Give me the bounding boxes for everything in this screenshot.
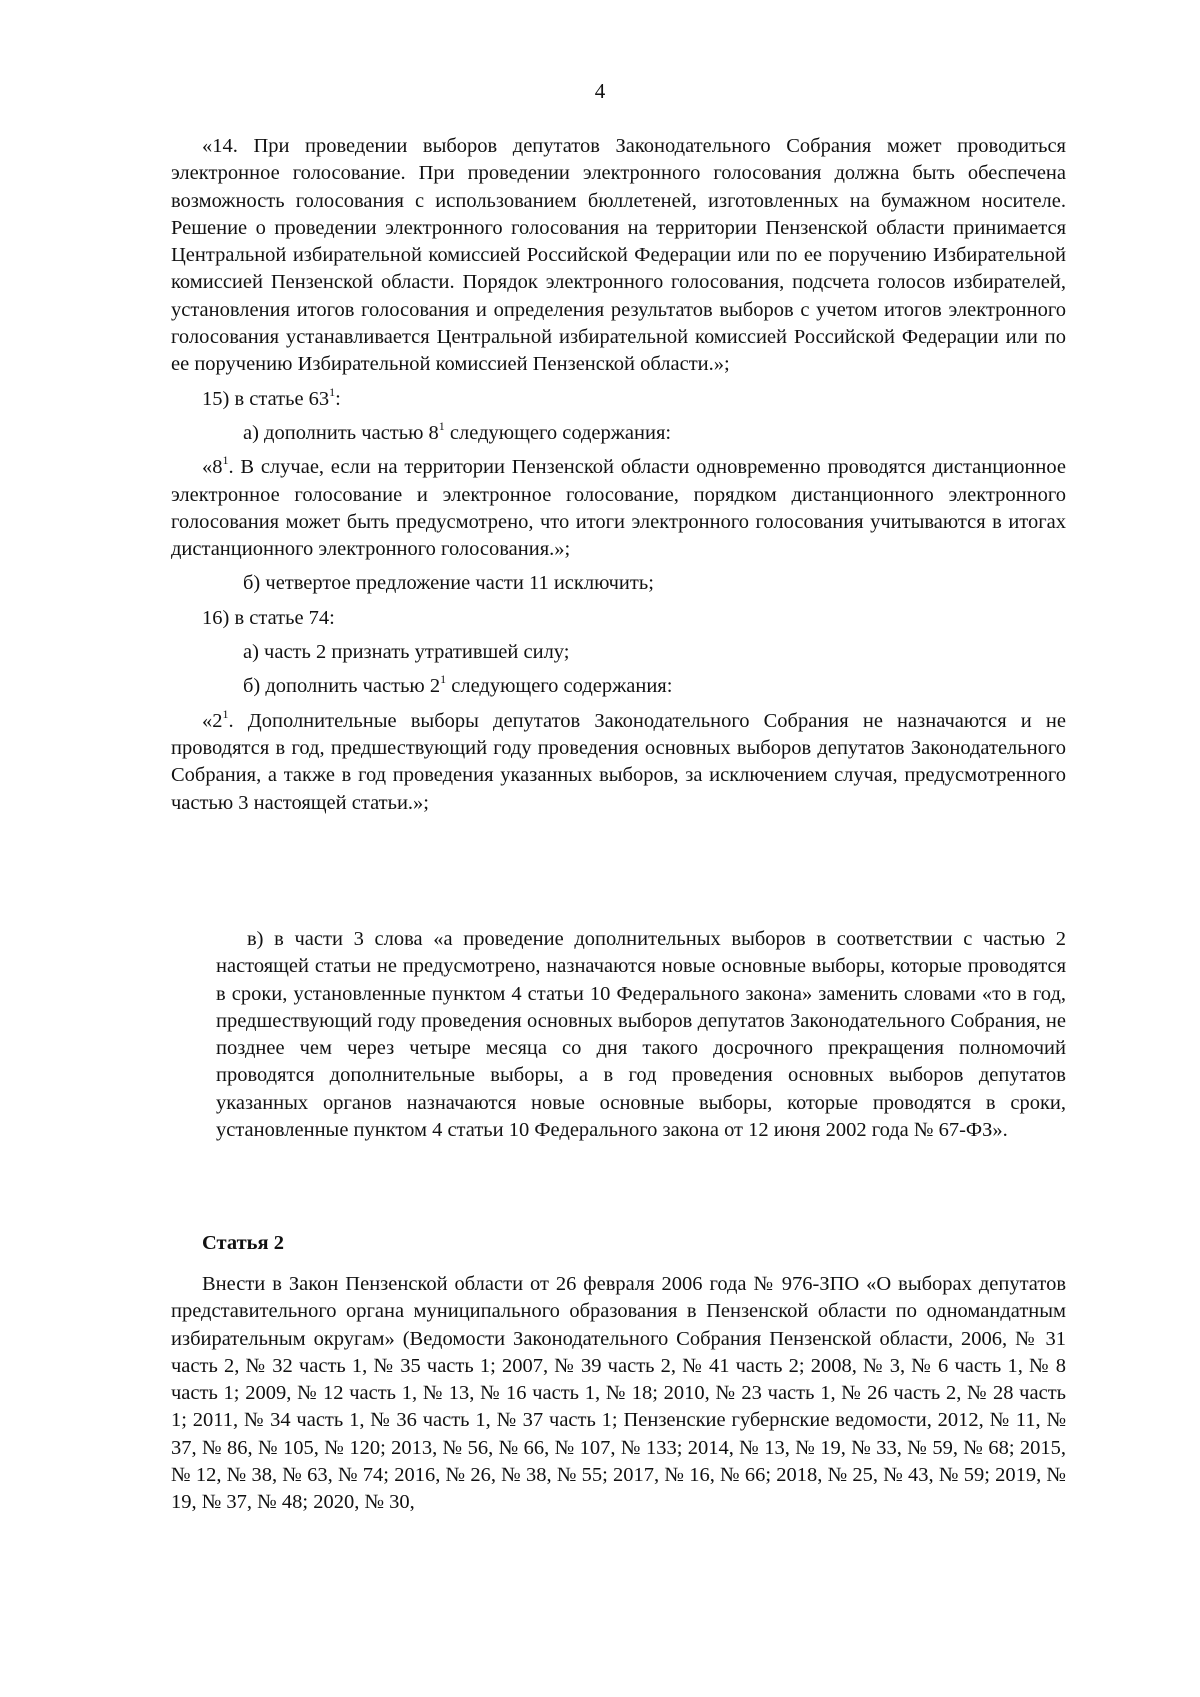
paragraph-subitem-a-text: а) дополнить частью 8 — [243, 421, 439, 444]
paragraph-subitem-v: в) в части 3 слова «а проведение дополнительных выборов в соответствии с частью 2 настоящей статьи не предусмотрено, назначаются новые основные выборы, которые проводятся в сроки, установленные пунктом 4 статьи 10 Федерального закона» заменить словами «то в год, предшествующий году проведения основных выборов депутатов Законодательного Собрания, не позднее чем через четыре месяца со дня такого досрочного прекращения полномочий проводятся дополнительные выборы, а в год проведения основных выборов депутатов указанных органов назначаются новые основные выборы, которые проводятся в сроки, установленные пунктом 4 статьи 10 Федерального закона от 12 июня 2002 года № 67-ФЗ». — [216, 928, 1066, 1142]
paragraph-part-2-1 — [171, 708, 1066, 817]
paragraph-subitem-a — [171, 420, 1066, 447]
paragraph-item-15 — [171, 386, 1066, 413]
paragraph-subitem-b-16 — [171, 673, 1066, 700]
indented-block — [216, 926, 1066, 1144]
paragraph-item-15-tail: : — [335, 387, 341, 410]
paragraph-part-2-1-text: . Дополнительные выборы депутатов Законодательного Собрания не назначаются и не проводятся в год, предшествующий году проведения основных выборов депутатов Законодательного Собрания, а также в год проведения указанных выборов, за исключением случая, предусмотренного частью 3 настоящей статьи.»; — [171, 709, 1066, 814]
paragraph-item-15-text: 15) в статье 63 — [202, 387, 330, 410]
paragraph-part-2-1-lead: «2 — [202, 709, 223, 732]
article-2-block — [171, 1271, 1066, 1517]
superscript: 1 — [329, 384, 336, 399]
superscript: 1 — [222, 706, 229, 721]
paragraph-subitem-b: б) четвертое предложение части 11 исключить; — [243, 572, 654, 595]
paragraph-part-8-1-lead: «8 — [202, 456, 223, 479]
paragraph-subitem-b-16-tail: следующего содержания: — [446, 675, 673, 698]
paragraph-14: «14. При проведении выборов депутатов Законодательного Собрания может проводиться электронное голосование. При проведении электронного голосования должна быть обеспечена возможность голосования с использованием бюллетеней, изготовленных на бумажном носителе. Решение о проведении электронного голосования на территории Пензенской области принимается Центральной избирательной комиссией Российской Федерации или по ее поручению Избирательной комиссией Пензенской области. Порядок электронного голосования, подсчета голосов избирателей, установления итогов голосования и определения результатов выборов с учетом итогов электронного голосования устанавливается Центральной избирательной комиссией Российской Федерации или по ее поручению Избирательной комиссией Пензенской области.»; — [171, 135, 1066, 376]
superscript: 1 — [222, 453, 229, 468]
paragraph-part-8-1-text: . В случае, если на территории Пензенской области одновременно проводятся дистанционное электронное голосование и электронное голосование, порядком дистанционного электронного голосования может быть предусмотрено, что итоги электронного голосования учитываются в итогах дистанционного электронного голосования.»; — [171, 456, 1066, 561]
paragraph-subitem-a-tail: следующего содержания: — [444, 421, 672, 444]
superscript: 1 — [438, 418, 445, 433]
paragraph-part-8-1 — [171, 454, 1066, 563]
amendments-block — [171, 133, 1066, 817]
page-number: 4 — [594, 79, 606, 103]
paragraph-subitem-a-16: а) часть 2 признать утратившей силу; — [243, 641, 570, 664]
article-heading: Статья 2 — [202, 1232, 284, 1254]
paragraph-article-2: Внести в Закон Пензенской области от 26 февраля 2006 года № 976-ЗПО «О выборах депутатов представительного органа муниципального образования в Пензенской области по одномандатным избирательным округам» (Ведомости Законодательного Собрания Пензенской области, 2006, № 31 часть 2, № 32 часть 1, № 35 часть 1; 2007, № 39 часть 2, № 41 часть 2; 2008, № 3, № 6 часть 1, № 8 часть 1; 2009, № 12 часть 1, № 13, № 16 часть 1, № 18; 2010, № 23 часть 1, № 26 часть 2, № 28 часть 1; 2011, № 34 часть 1, № 36 часть 1, № 37 часть 1; Пензенские губернские ведомости, 2012, № 11, № 37, № 86, № 105, № 120; 2013, № 56, № 66, № 107, № 133; 2014, № 13, № 19, № 33, № 59, № 68; 2015, № 12, № 38, № 63, № 74; 2016, № 26, № 38, № 55; 2017, № 16, № 66; 2018, № 25, № 43, № 59; 2019, № 19, № 37, № 48; 2020, № 30, — [171, 1273, 1066, 1514]
superscript: 1 — [440, 672, 447, 687]
paragraph-subitem-b-16-text: б) дополнить частью 2 — [243, 675, 441, 698]
paragraph-item-16: 16) в статье 74: — [202, 606, 335, 629]
